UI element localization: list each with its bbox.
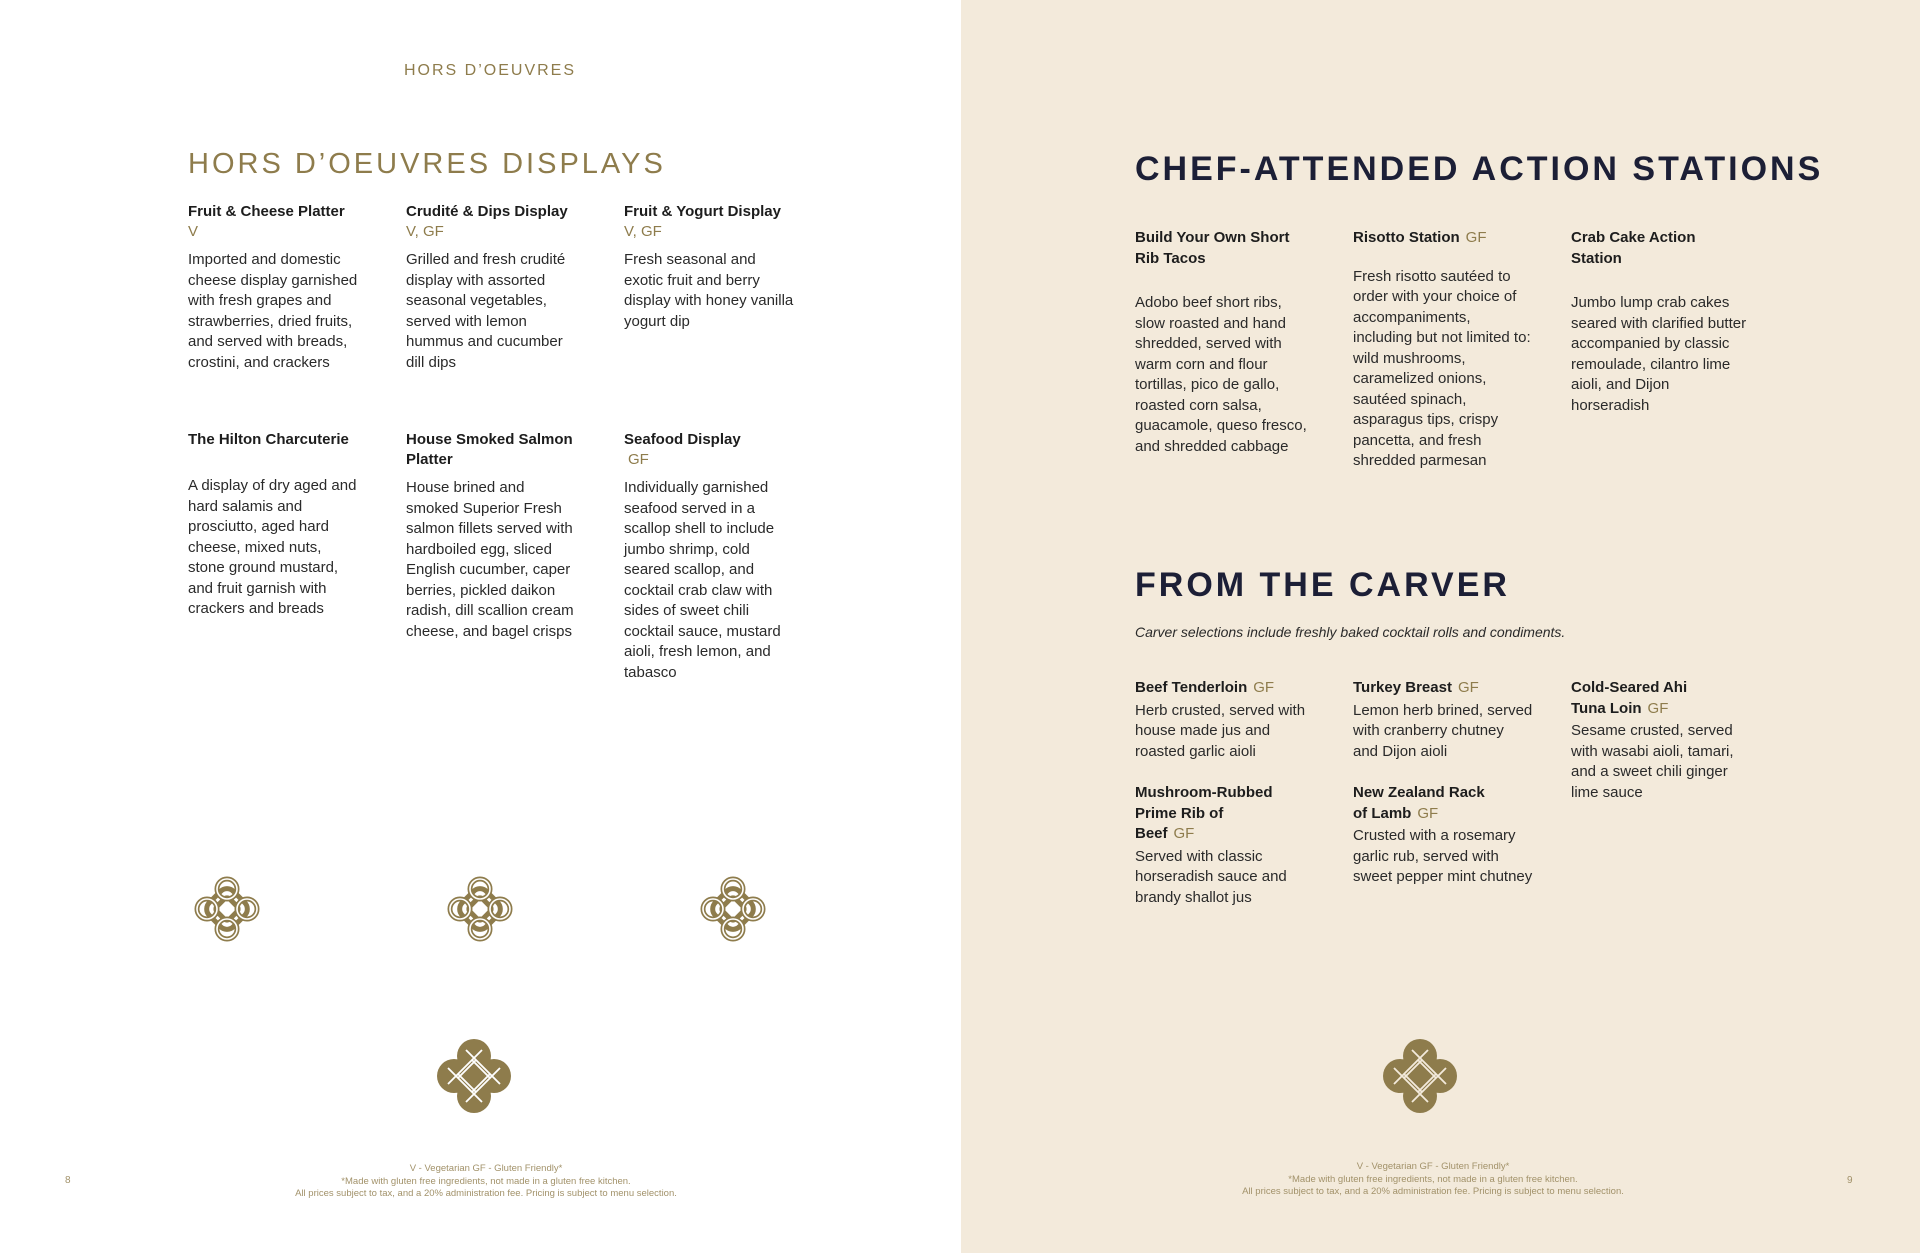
item-name: Seafood Display (624, 431, 741, 448)
item-name-text: New Zealand Rack of Lamb (1353, 784, 1485, 822)
celtic-knot-ornament-icon (443, 872, 517, 946)
carver-beef-tenderloin (1135, 678, 1315, 762)
item-name: Crab Cake Action Station (1571, 229, 1696, 267)
diet-tag: V, GF (624, 223, 662, 240)
item-name-text: Cold-Seared Ahi Tuna Loin (1571, 679, 1688, 717)
carver-prime-rib (1135, 783, 1315, 908)
item-description: Served with classic horseradish sauce and brandy shallot jus (1135, 847, 1287, 906)
item-name (1353, 678, 1533, 699)
disclaimer-line: *Made with gluten free ingredients, not made in a gluten free kitchen. (341, 1175, 631, 1187)
diet-tag: V (188, 223, 199, 240)
disclaimer-line: *Made with gluten free ingredients, not made in a gluten free kitchen. (1288, 1173, 1578, 1185)
item-name (1353, 783, 1503, 824)
celtic-knot-emblem-icon (434, 1036, 514, 1116)
item-name-text: Risotto Station (1353, 229, 1460, 246)
item-name: Fruit & Yogurt Display (624, 203, 781, 220)
station-crab-cake (1571, 228, 1751, 416)
carver-turkey-breast (1353, 678, 1533, 762)
item-name: The Hilton Charcuterie (188, 431, 349, 448)
station-risotto (1353, 228, 1533, 472)
diet-tag: V, GF (406, 223, 444, 240)
item-name (1571, 678, 1691, 719)
item-description: Lemon herb brined, served with cranberry chutney and Dijon aioli (1353, 701, 1533, 760)
section-title-hors-doeuvres-displays: HORS D’OEUVRES DISPLAYS (188, 148, 666, 180)
menu-item-hilton-charcuterie (188, 430, 358, 620)
menu-item-seafood-display (624, 430, 794, 683)
page-number: 9 (1847, 1175, 1853, 1186)
item-name: House Smoked Salmon Platter (406, 431, 573, 468)
diet-tag: GF (1647, 699, 1669, 717)
item-name-text: Beef Tenderloin (1135, 679, 1248, 696)
station-short-rib-tacos (1135, 228, 1315, 457)
menu-item-fruit-cheese (188, 202, 358, 373)
item-description: Fresh risotto sautéed to order with your choice of accompaniments, including but not limited to: wild mushrooms, caramelized onions, sautéed spinach, asparagus tips, crispy pancetta, and fresh shredded parmesan (1353, 267, 1531, 469)
diet-tag: GF (1465, 229, 1487, 246)
item-description: Adobo beef short ribs, slow roasted and hand shredded, served with warm corn and flour tortillas, pico de gallo, roasted corn salsa, guacamole, queso fresco, and shredded cabbage (1135, 294, 1307, 455)
section-title-from-the-carver: FROM THE CARVER (1135, 566, 1510, 604)
item-description: Herb crusted, served with house made jus and roasted garlic aioli (1135, 701, 1306, 760)
diet-tag: GF (1253, 679, 1275, 696)
item-name: Crudité & Dips Display (406, 203, 568, 220)
item-description: House brined and smoked Superior Fresh salmon fillets served with hardboiled egg, sliced English cucumber, caper berries, pickled daikon radish, dill scallion cream cheese, and bagel crisps (406, 479, 574, 640)
diet-tag: GF (1417, 804, 1439, 822)
item-name: Fruit & Cheese Platter (188, 203, 345, 220)
item-name: Build Your Own Short Rib Tacos (1135, 229, 1290, 267)
legend-line: V - Vegetarian GF - Gluten Friendly* (409, 1163, 563, 1174)
carver-note: Carver selections include freshly baked cocktail rolls and condiments. (1135, 624, 1566, 640)
item-description: Individually garnished seafood served in a scallop shell to include jumbo shrimp, cold seared scallop, and cocktail crab claw with sides of sweet chili cocktail sauce, mustard aioli, fresh lemon, and tabasco (624, 479, 781, 681)
legend-line: V - Vegetarian GF - Gluten Friendly* (1356, 1161, 1510, 1172)
item-name (1135, 678, 1315, 699)
celtic-knot-ornament-icon (190, 872, 264, 946)
section-title-action-stations: CHEF-ATTENDED ACTION STATIONS (1135, 150, 1824, 188)
menu-item-fruit-yogurt (624, 202, 794, 332)
diet-tag: GF (1173, 825, 1195, 842)
celtic-knot-emblem-icon (1380, 1036, 1460, 1116)
menu-item-crudite-dips (406, 202, 576, 373)
running-head: HORS D’OEUVRES (404, 62, 577, 79)
item-description: A display of dry aged and hard salamis and prosciutto, aged hard cheese, mixed nuts, stone ground mustard, and fruit garnish with crackers and breads (188, 477, 357, 617)
item-description: Fresh seasonal and exotic fruit and berry display with honey vanilla yogurt dip (624, 251, 794, 330)
pricing-line: All prices subject to tax, and a 20% administration fee. Pricing is subject to menu selection. (1242, 1186, 1624, 1197)
celtic-knot-ornament-icon (696, 872, 770, 946)
diet-tag: GF (628, 451, 649, 468)
item-description: Imported and domestic cheese display garnished with fresh grapes and strawberries, dried fruits, and served with breads, crostini, and crackers (188, 251, 358, 371)
page-number: 8 (65, 1175, 71, 1186)
carver-ahi-tuna (1571, 678, 1741, 803)
legend-footer (1173, 1161, 1693, 1199)
item-name (1135, 783, 1285, 845)
item-description: Sesame crusted, served with wasabi aioli, tamari, and a sweet chili ginger lime sauce (1571, 722, 1734, 801)
diet-tag: GF (1457, 679, 1479, 696)
item-description: Crusted with a rosemary garlic rub, served with sweet pepper mint chutney (1353, 827, 1533, 885)
item-name (1353, 228, 1533, 249)
menu-item-smoked-salmon (406, 430, 576, 642)
item-description: Jumbo lump crab cakes seared with clarified butter accompanied by classic remoulade, cilantro lime aioli, and Dijon horseradish (1571, 294, 1747, 414)
item-description: Grilled and fresh crudité display with assorted seasonal vegetables, served with lemon hummus and cucumber dill dips (406, 251, 566, 371)
item-name-text: Mushroom-Rubbed Prime Rib of Beef (1135, 784, 1273, 842)
legend-footer (226, 1163, 746, 1201)
item-name-text: Turkey Breast (1353, 679, 1452, 696)
carver-rack-of-lamb (1353, 783, 1533, 888)
pricing-line: All prices subject to tax, and a 20% administration fee. Pricing is subject to menu selection. (295, 1188, 677, 1199)
